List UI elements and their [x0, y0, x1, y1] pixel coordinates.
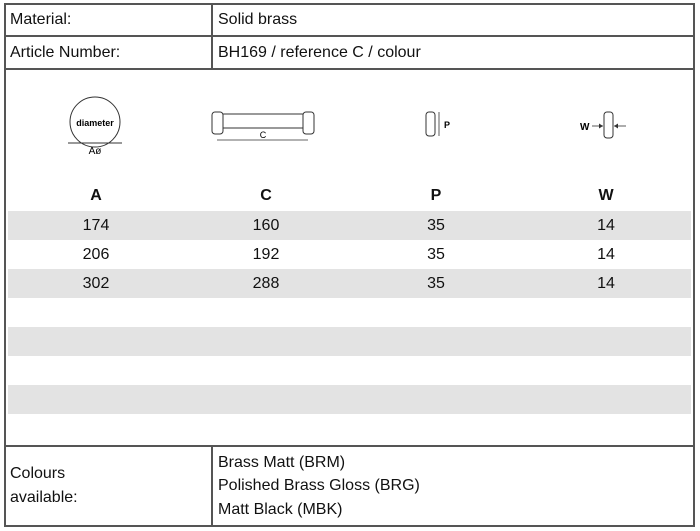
spec-sheet — [4, 3, 695, 527]
article-label: Article Number: — [6, 37, 213, 68]
diameter-label: diameter — [76, 118, 114, 128]
empty-row — [8, 298, 691, 327]
colour-item-mbk: Matt Black (MBK) — [218, 500, 343, 518]
column-header-p: P — [430, 187, 442, 204]
colour-item-brm: Brass Matt (BRM) — [218, 453, 346, 471]
empty-row — [8, 385, 691, 414]
p-label: P — [444, 120, 451, 130]
colour-item-brg: Polished Brass Gloss (BRG) — [218, 477, 420, 495]
material-label: Material: — [6, 5, 213, 35]
cell-w: 14 — [597, 216, 615, 234]
table-row — [8, 211, 691, 240]
cell-a: 302 — [82, 274, 110, 292]
diameter-diagram — [56, 70, 136, 180]
material-value: Solid brass — [218, 11, 298, 28]
article-row — [6, 37, 693, 70]
width-diagram — [574, 70, 644, 180]
cell-w: 14 — [597, 245, 615, 263]
article-value: BH169 / reference C / colour — [218, 43, 421, 61]
projection-diagram — [414, 70, 464, 180]
cell-p: 35 — [427, 216, 445, 234]
cell-w: 14 — [597, 274, 615, 292]
colours-label — [6, 447, 213, 525]
cell-c: 160 — [252, 216, 280, 234]
dimension-diagrams — [6, 70, 693, 180]
empty-row — [8, 327, 691, 356]
colours-label-line1: Colours — [10, 465, 66, 482]
column-header-w: W — [598, 187, 614, 204]
w-label: W — [580, 122, 590, 133]
empty-row — [8, 356, 691, 385]
column-header-c: C — [260, 187, 272, 204]
cell-c: 192 — [252, 245, 280, 263]
handle-length-diagram — [204, 70, 324, 180]
cell-p: 35 — [427, 274, 445, 292]
colours-label-line2: available: — [10, 489, 78, 506]
a-diameter-label: Aø — [88, 146, 102, 157]
cell-c: 288 — [252, 274, 280, 292]
cell-p: 35 — [427, 245, 445, 263]
table-row — [8, 269, 691, 298]
empty-row — [8, 414, 691, 443]
column-header-a: A — [90, 187, 102, 204]
colours-row — [6, 447, 693, 525]
cell-a: 206 — [82, 245, 110, 263]
material-row — [6, 5, 693, 37]
cell-a: 174 — [82, 216, 110, 234]
colours-list — [213, 447, 693, 525]
table-row — [8, 240, 691, 269]
dimensions-section — [6, 70, 693, 447]
c-label: C — [259, 130, 267, 140]
